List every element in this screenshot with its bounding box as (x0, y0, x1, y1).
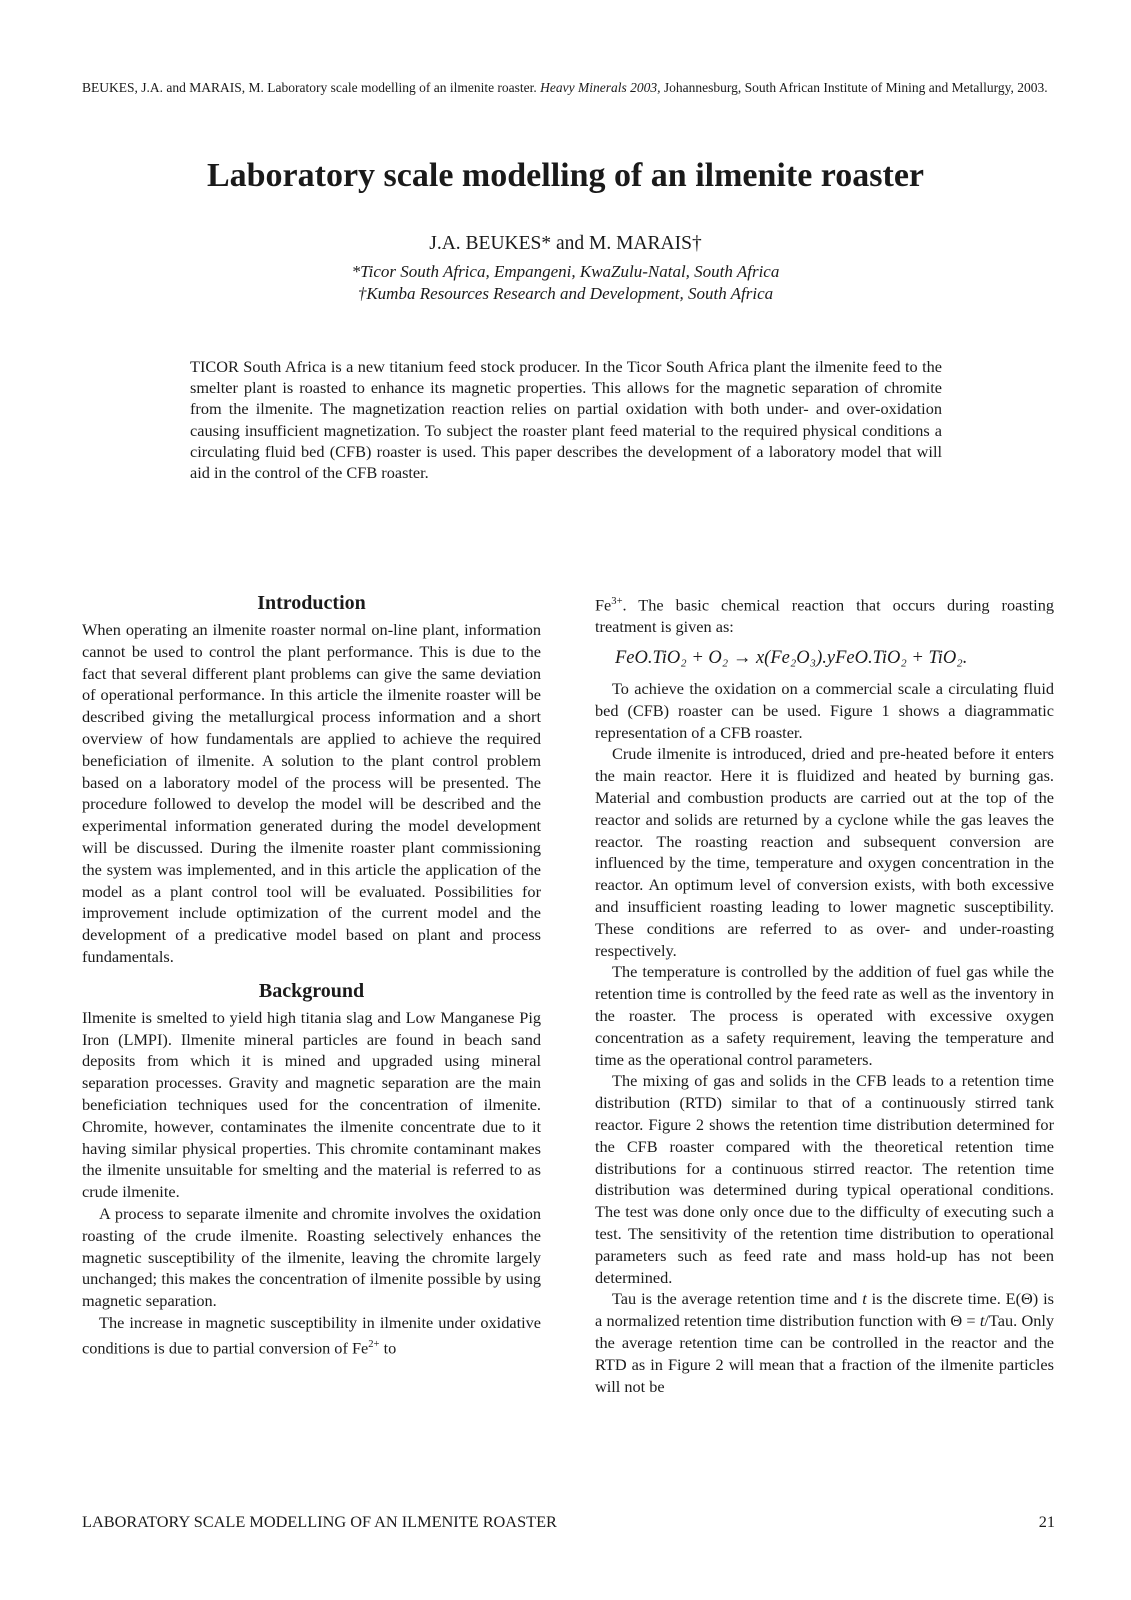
reaction-equation: FeO.TiO₂ + O₂ → x(Fe₂O₃).yFeO.TiO₂ + TiO₂. (615, 648, 968, 669)
paragraph-5-c: /Tau. Only the average retention time can be controlled in the reactor and the RTD as in Figure 2 will mean that a fraction of the ilmenite particles will not be (595, 1311, 1055, 1396)
introduction-heading: Introduction (257, 592, 366, 614)
paragraph-1: To achieve the oxidation on a commercial scale a circulating fluid bed (CFB) roaster can be used. Figure 1 shows a diagrammatic representation of a CFB roaster. (595, 679, 1054, 742)
continuation-paragraph (595, 591, 1054, 638)
citation-venue: Heavy Minerals 2003, (540, 80, 661, 95)
background-p3-text: The increase in magnetic susceptibility in ilmenite under oxidative conditions is due to partial conversion of Fe (82, 1312, 541, 1358)
paragraph-4: The mixing of gas and solids in the CFB leads to a retention time distribution (RTD) similar to that of a continuously stirred tank reactor. Figure 2 shows the retention time distribution determined for the CFB roaster compared with the theoretical retention time distributions for a continuous stirred reactor. The retention time distribution was determined during typical operational conditions. The test was done only once due to the difficulty of executing such a test. The sensitivity of the retention time distribution to operational parameters such as feed rate and mass hold-up has not been determined. (595, 1071, 1054, 1287)
continuation-text: . The basic chemical reaction that occurs during roasting treatment is given as: (595, 595, 1054, 637)
introduction-paragraph: When operating an ilmenite roaster normal on-line plant, information cannot be used to control the plant performance. This is due to the fact that several different plant problems can give the same deviation of operational performance. In this article the ilmenite roaster will be described giving the metallurgical process information and a short overview of how fundamentals are applied to achieve the required beneficiation of ilmenite. A solution to the plant control problem based on a laboratory model of the process will be presented. The procedure followed to develop the model will be described and the experimental information generated during the model development will be discussed. During the ilmenite roaster plant commissioning the system was implemented, and in this article the application of the model as a plant control tool will be evaluated. Possibilities for improvement include optimization of the current model and the development of a predicative model based on plant and process fundamentals. (82, 620, 541, 966)
running-footer-title: LABORATORY SCALE MODELLING OF AN ILMENITE ROASTER (82, 1512, 557, 1531)
background-paragraph-1: Ilmenite is smelted to yield high titania slag and Low Manganese Pig Iron (LMPI). Ilmenite mineral particles are found in beach sand deposits from which it is mined and upgraded using mineral separation processes. Gravity and magnetic separation are the main beneficiation techniques used for the concentration of ilmenite. Chromite, however, contaminates the ilmenite concentrate due to it having similar physical properties. This chromite contaminant makes the ilmenite unsuitable for smelting and the material is referred to as crude ilmenite. (82, 1007, 541, 1202)
background-p3-superscript: 2+ (368, 1338, 380, 1350)
paragraph-3: The temperature is controlled by the addition of fuel gas while the retention time is controlled by the feed rate as well as the inventory in the roaster. The process is operated with excessive oxygen concentration as a safety requirement, leaving the temperature and time as the operational control parameters. (595, 962, 1054, 1069)
paragraph-2: Crude ilmenite is introduced, dried and pre-heated before it enters the main reactor. Here it is fluidized and heated by burning gas. Material and combustion products are carried out at the top of the reactor and solids are returned by a cyclone while the gas leaves the reactor. The roasting reaction and subsequent conversion are influenced by the time, temperature and oxygen concentration in the reactor. An optimum level of conversion exists, with both excessive and insufficient roasting leading to lower magnetic susceptibility. These conditions are referred to as over- and under-roasting respectively. (595, 744, 1054, 960)
background-paragraph-3 (82, 1312, 541, 1359)
left-column (82, 590, 541, 1359)
paper-title: Laboratory scale modelling of an ilmenite roaster (206, 157, 925, 194)
abstract: TICOR South Africa is a new titanium feed stock producer. In the Ticor South Africa plant the ilmenite feed to the smelter plant is roasted to enhance its magnetic properties. This allows for the magnetic separation of chromite from the ilmenite. The magnetization reaction relies on partial oxidation with both under- and over-oxidation causing insufficient magnetization. To subject the roaster plant feed material to the required physical conditions a circulating fluid bed (CFB) roaster is used. This paper describes the development of a laboratory model that will aid in the control of the CFB roaster. (190, 357, 942, 483)
paragraph-5-a: Tau is the average retention time and (612, 1289, 863, 1309)
affiliation-1: *Ticor South Africa, Empangeni, KwaZulu-Natal, South Africa (351, 262, 780, 281)
paragraph-5-t2: t (979, 1311, 985, 1331)
page-number: 21 (1038, 1512, 1055, 1531)
background-p3-tail: to (379, 1338, 397, 1358)
citation-publisher: Johannesburg, South African Institute of Mining and Metallurgy, 2003. (660, 80, 1048, 95)
citation-header (82, 78, 1057, 97)
continuation-fe: Fe (595, 595, 612, 615)
continuation-superscript: 3+ (611, 596, 623, 607)
paragraph-5 (595, 1288, 1054, 1397)
paragraph-5-t: t (862, 1289, 867, 1309)
background-heading: Background (258, 979, 365, 1002)
author-names: J.A. BEUKES* and M. MARAIS† (429, 233, 702, 254)
citation-text: BEUKES, J.A. and MARAIS, M. Laboratory scale modelling of an ilmenite roaster. (82, 80, 541, 95)
affiliation-2: †Kumba Resources Research and Development, South Africa (357, 284, 774, 303)
background-paragraph-2: A process to separate ilmenite and chromite involves the oxidation roasting of the crude ilmenite. Roasting selectively enhances the magnetic susceptibility of the ilmenite, leaving the chromite largely unchanged; this makes the concentration of ilmenite possible by using magnetic separation. (82, 1203, 541, 1311)
paragraph-5-b: is the discrete time. E(Θ) is a normalized retention time distribution function with Θ = (595, 1289, 1054, 1331)
right-column (595, 591, 1054, 1397)
